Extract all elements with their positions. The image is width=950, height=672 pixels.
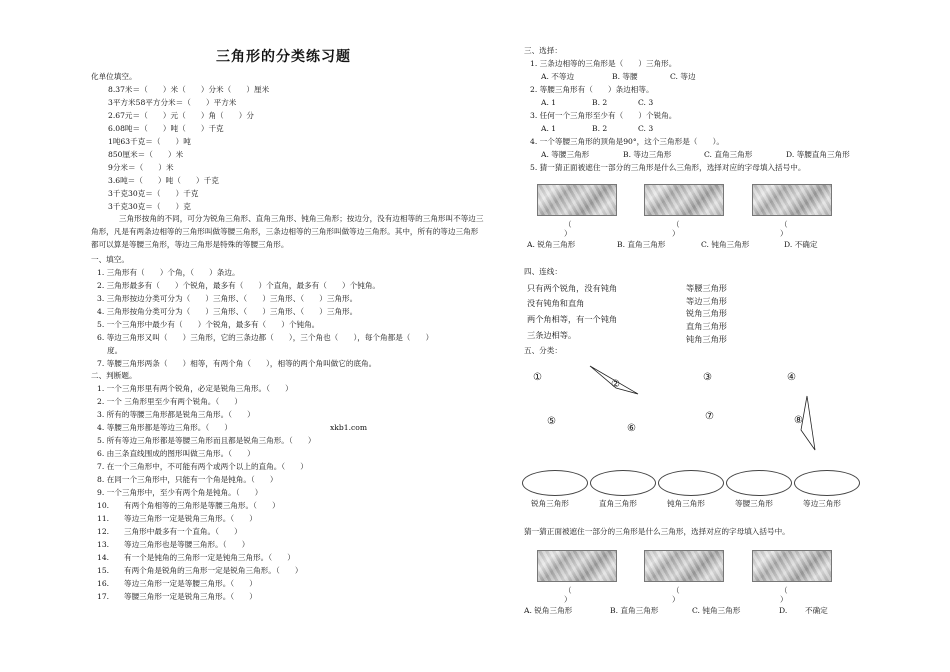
- unit-item: 3.6吨＝（ ）吨（ ）千克: [108, 176, 219, 185]
- judge-num: 11.: [97, 514, 110, 523]
- judge-item: 有一个是钝角的三角形一定是钝角三角形。（ ）: [124, 553, 295, 562]
- judge-num: 12.: [97, 527, 110, 536]
- sec5-heading: 五、分类：: [524, 346, 562, 355]
- covered-triangle-image: [537, 184, 617, 216]
- match-right-item[interactable]: 等腰三角形: [686, 283, 727, 293]
- answer-paren-open: （: [780, 586, 788, 595]
- choice-opt: B. 2: [592, 98, 608, 107]
- unit-item: 1吨63千克＝（ ）吨: [108, 137, 191, 146]
- judge-item: 等腰三角形一定是锐角三角形。（ ）: [124, 592, 257, 601]
- answer-paren-open: （: [672, 220, 680, 229]
- sec1-heading: 一、填空。: [91, 255, 129, 264]
- unit-item: 9分米＝（ ）米: [108, 163, 174, 172]
- covered-triangle-image: [644, 184, 724, 216]
- judge-item: 等边三角形一定是锐角三角形。（ ）: [124, 514, 257, 523]
- answer-paren-close: ）: [672, 229, 680, 238]
- covered-triangle-image: [752, 184, 832, 216]
- guess-opt: A. 锐角三角形: [527, 240, 576, 249]
- sort-bin-label: 等腰三角形: [735, 499, 773, 508]
- fill-item: 7. 等腰三角形两条（ ）相等，有两个角（ ），相等的两个角叫做它的底角。: [97, 359, 377, 368]
- guess-opt: 不确定: [805, 606, 828, 615]
- guess-opt: C. 钝角三角形: [701, 240, 750, 249]
- sort-bin-label: 直角三角形: [599, 499, 637, 508]
- judge-item: 4. 等腰三角形都是等边三角形。（ ）: [97, 423, 232, 432]
- sort-bin[interactable]: [522, 470, 588, 496]
- sort-bin[interactable]: [658, 470, 724, 496]
- judge-item: 3. 所有的等腰三角形都是锐角三角形。（ ）: [97, 410, 255, 419]
- unit-heading: 化单位填空。: [91, 72, 137, 81]
- guess-opt: B. 直角三角形: [610, 606, 659, 615]
- judge-num: 13.: [97, 540, 110, 549]
- match-right-item[interactable]: 钝角三角形: [686, 334, 727, 344]
- sort-bin[interactable]: [794, 470, 860, 496]
- choice-opt: B. 等边三角形: [623, 150, 672, 159]
- unit-item: 8.37米＝（ ）米（ ）分米（ ）厘米: [108, 85, 270, 94]
- choice-opt: A. 等腰三角形: [541, 150, 590, 159]
- sec4-heading: 四、连线：: [524, 267, 562, 276]
- sort-bin-label: 锐角三角形: [531, 499, 569, 508]
- answer-paren-open: （: [672, 586, 680, 595]
- judge-item: 有两个角是锐角的三角形一定是锐角三角形。（ ）: [124, 566, 303, 575]
- choice-opt: B. 2: [592, 124, 608, 133]
- sort-bin[interactable]: [590, 470, 656, 496]
- intro-paragraph: 三角形按角的不同，可分为锐角三角形、直角三角形、钝角三角形；按边分，没有边相等的三角形叫不等边三角形，凡是有两条边相等的三角形叫做等腰三角形，三条边相等的三角形叫做等边三角形。其中，所有的等边三角形都可以算是等腰三角形，等边三角形是特殊的等腰三角形。: [91, 214, 484, 249]
- unit-item: 850厘米＝（ ）米: [108, 150, 184, 159]
- judge-item: 等边三角形也是等腰三角形。（ ）: [124, 540, 250, 549]
- choice-opt: B. 等腰: [612, 72, 638, 81]
- triangle-4-label: ④: [787, 372, 796, 383]
- unit-item: 3千克30克＝（ ）千克: [108, 189, 199, 198]
- judge-num: 17.: [97, 592, 110, 601]
- triangle-7-label: ⑦: [705, 411, 714, 422]
- choice-opt: A. 1: [541, 98, 557, 107]
- choice-opt: A. 1: [541, 124, 557, 133]
- judge-num: 15.: [97, 566, 110, 575]
- fill-item: 3. 三角形按边分类可分为（ ）三角形、（ ）三角形、（ ）三角形。: [97, 294, 358, 303]
- triangle-5-label: ⑤: [547, 416, 556, 427]
- choice-q3: 3. 任何一个三角形至少有（ ）个锐角。: [530, 111, 677, 120]
- unit-item: 2.67元＝（ ）元（ ）角（ ）分: [108, 111, 254, 120]
- judge-item: 有两个角相等的三角形是等腰三角形。（ ）: [124, 501, 280, 510]
- judge-item: 2. 一个 三角形里至少有两个锐角。（ ）: [97, 397, 242, 406]
- answer-paren-open: （: [564, 586, 572, 595]
- judge-num: 10.: [97, 501, 110, 510]
- triangle-6-label: ⑥: [627, 423, 636, 434]
- sort-bin-label: 钝角三角形: [667, 499, 705, 508]
- fill-item: 2. 三角形最多有（ ）个锐角，最多有（ ）个直角，最多有（ ）个钝角。: [97, 281, 381, 290]
- covered-triangle-image: [537, 550, 617, 582]
- answer-paren-close: ）: [564, 229, 572, 238]
- page-title: 三角形的分类练习题: [216, 49, 351, 65]
- match-left-item[interactable]: 没有钝角和直角: [527, 298, 585, 308]
- choice-opt: C. 等边: [670, 72, 696, 81]
- guess-opt: D.: [779, 606, 788, 615]
- answer-paren-close: ）: [780, 229, 788, 238]
- choice-q4: 4. 一个等腰三角形的顶角是90°，这个三角形是（ ）。: [530, 137, 724, 146]
- sec3-heading: 三、选择：: [524, 46, 562, 55]
- guess-opt: C. 钝角三角形: [692, 606, 741, 615]
- triangle-1-label: ①: [533, 372, 542, 383]
- judge-item: 三角形中最多有一个直角。（ ）: [124, 527, 242, 536]
- judge-item: 等边三角形一定是等腰三角形。（ ）: [124, 579, 257, 588]
- answer-paren-close: ）: [564, 595, 572, 604]
- choice-q5: 5. 猜一猜正面被遮住一部分的三角形是什么三角形，选择对应的字母填入括号中。: [530, 163, 806, 172]
- judge-item: 8. 在同一个三角形中，只能有一个角是钝角。（ ）: [97, 475, 278, 484]
- fill-item: 5. 一个三角形中最少有（ ）个锐角，最多有（ ）个钝角。: [97, 320, 320, 329]
- match-right-item[interactable]: 等边三角形: [686, 296, 727, 306]
- triangle-8-shape: [801, 396, 815, 450]
- fill-item: 6. 等边三角形又叫（ ）三角形，它的三条边都（ ），三个角也（ ），每个角都是（ ）: [97, 333, 434, 342]
- choice-opt: C. 3: [638, 98, 654, 107]
- watermark: xkb1.com: [330, 423, 368, 432]
- answer-paren-close: ）: [672, 595, 680, 604]
- match-left-item[interactable]: 三条边相等。: [527, 330, 577, 340]
- triangle-8-label: ⑧: [794, 415, 803, 426]
- unit-item: 6.08吨＝（ ）吨（ ）千克: [108, 124, 224, 133]
- judge-item: 1. 一个三角形里有两个锐角，必定是锐角三角形。（ ）: [97, 384, 293, 393]
- sec2-heading: 二、判断题。: [91, 371, 137, 380]
- fill-item-cont: 度。: [107, 346, 123, 355]
- guess-opt: D. 不确定: [784, 240, 818, 249]
- choice-opt: C. 3: [638, 124, 654, 133]
- choice-opt: D. 等腰直角三角形: [786, 150, 850, 159]
- unit-item: 3平方米58平方分米＝（ ）平方米: [108, 98, 237, 107]
- match-left-item[interactable]: 两个角相等，有一个钝角: [527, 314, 618, 324]
- covered-triangle-image: [752, 550, 832, 582]
- match-left-item[interactable]: 只有两个锐角，没有钝角: [527, 283, 618, 293]
- answer-paren-open: （: [780, 220, 788, 229]
- answer-paren-open: （: [564, 220, 572, 229]
- judge-num: 14.: [97, 553, 110, 562]
- sort-bin[interactable]: [726, 470, 792, 496]
- judge-item: 5. 所有等边三角形都是等腰三角形而且都是锐角三角形。（ ）: [97, 436, 316, 445]
- sort-bin-label: 等边三角形: [803, 499, 841, 508]
- choice-opt: C. 直角三角形: [704, 150, 753, 159]
- guess-instruction: 猜一猜正面被遮住一部分的三角形是什么三角形，选择对应的字母填入括号中。: [524, 527, 790, 536]
- judge-item: 6. 由三条直线围成的图形叫做三角形。（ ）: [97, 449, 255, 458]
- guess-opt: A. 锐角三角形: [524, 606, 573, 615]
- choice-q1: 1. 三条边相等的三角形是（ ）三角形。: [530, 59, 677, 68]
- triangle-3-label: ③: [703, 372, 712, 383]
- choice-opt: A. 不等边: [541, 72, 575, 81]
- triangle-2-label: ②: [611, 379, 620, 390]
- match-right-item[interactable]: 锐角三角形: [686, 308, 727, 318]
- covered-triangle-image: [644, 550, 724, 582]
- judge-item: 9. 一个三角形中，至少有两个角是钝角。（ ）: [97, 488, 263, 497]
- judge-item: 7. 在一个三角形中，不可能有两个或两个以上的直角。（ ）: [97, 462, 308, 471]
- judge-num: 16.: [97, 579, 110, 588]
- unit-item: 3千克30克＝（ ）克: [108, 202, 191, 211]
- fill-item: 1. 三角形有（ ）个角，（ ）条边。: [97, 268, 240, 277]
- answer-paren-close: ）: [780, 595, 788, 604]
- fill-item: 4. 三角形按角分类可分为（ ）三角形、（ ）三角形、（ ）三角形。: [97, 307, 358, 316]
- choice-q2: 2. 等腰三角形有（ ）条边相等。: [530, 85, 654, 94]
- match-right-item[interactable]: 直角三角形: [686, 321, 727, 331]
- guess-opt: B. 直角三角形: [617, 240, 666, 249]
